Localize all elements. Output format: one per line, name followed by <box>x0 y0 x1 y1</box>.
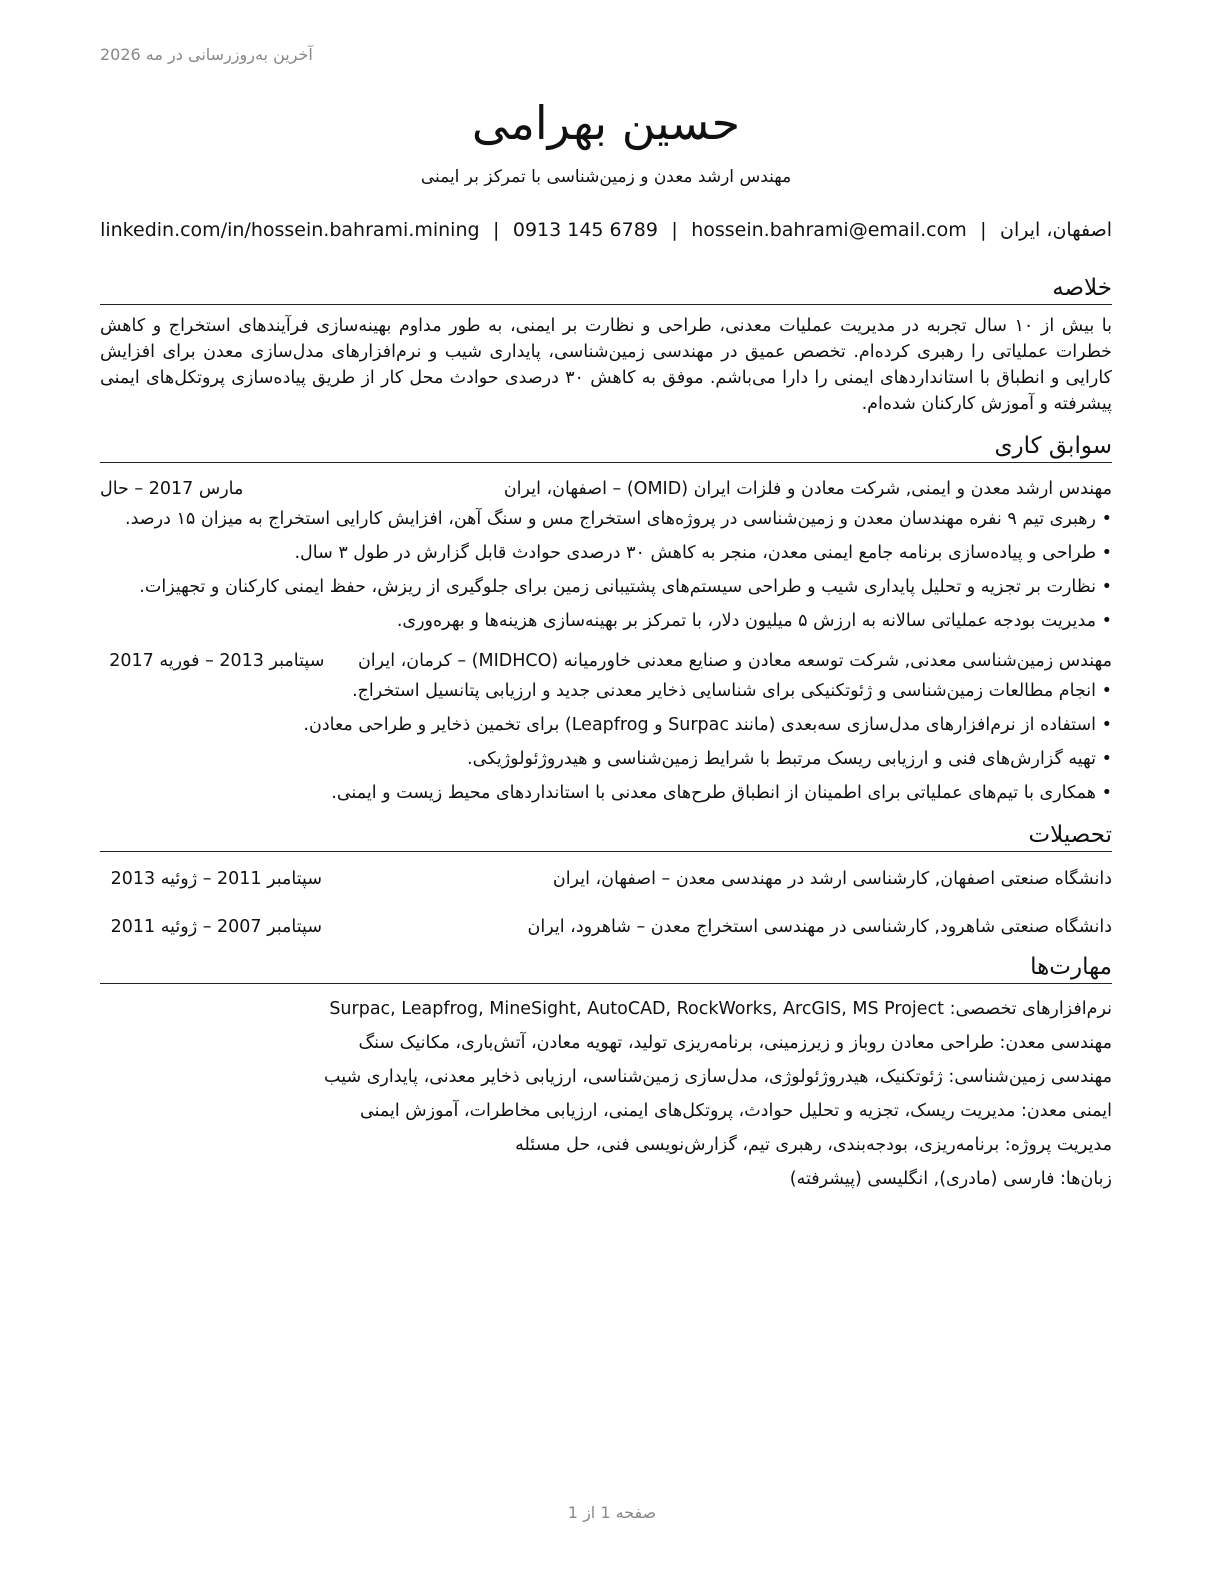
contact-separator: | <box>493 219 500 241</box>
resume-content <box>100 95 1112 1200</box>
candidate-headline: مهندس ارشد معدن و زمین‌شناسی با تمرکز بر ایمنی <box>420 167 792 187</box>
list-item: •استفاده از نرم‌افزارهای مدل‌سازی سه‌بعدی (مانند Surpac و Leapfrog) برای تخمین ذخایر و طراحی معادن. <box>100 712 1112 738</box>
skill-line: ایمنی معدن: مدیریت ریسک، تجزیه و تحلیل حوادث، پروتکل‌های ایمنی، ارزیابی مخاطرات، آموزش ایمنی <box>359 1101 1112 1121</box>
bullet-icon: • <box>1101 509 1112 529</box>
contact-info <box>100 217 1112 243</box>
section-title-experience: سوابق کاری <box>100 431 1112 463</box>
bullet-icon: • <box>1101 681 1112 701</box>
bullet-icon: • <box>1101 577 1112 597</box>
section-title-education: تحصیلات <box>100 820 1112 852</box>
education-entry <box>100 914 1112 940</box>
contact-linkedin[interactable]: linkedin.com/in/hossein.bahrami.mining <box>100 219 480 241</box>
job-bullets <box>100 506 1112 634</box>
education-entry <box>100 866 1112 892</box>
job-header <box>100 476 1112 502</box>
contact-phone[interactable]: 0913 145 6789 <box>512 219 658 241</box>
list-item: •نظارت بر تجزیه و تحلیل پایداری شیب و طراحی سیستم‌های پشتیبانی زمین برای جلوگیری از ریزش، حفظ ایمنی کارکنان و تجهیزات. <box>100 574 1112 600</box>
section-title-skills: مهارت‌ها <box>100 952 1112 984</box>
contact-separator: | <box>980 219 987 241</box>
education-dates: سپتامبر 2011 – ژوئیه 2013 <box>110 869 322 889</box>
job-heading: مهندس زمین‌شناسی معدنی, شرکت توسعه معادن و صنایع معدنی خاورمیانه (MIDHCO) – کرمان، ایران <box>357 651 1112 671</box>
bullet-icon: • <box>1101 749 1112 769</box>
contact-email[interactable]: hossein.bahrami@email.com <box>691 219 967 241</box>
list-item: •رهبری تیم ۹ نفره مهندسان معدن و زمین‌شناسی در پروژه‌های استخراج مس و سنگ آهن، افزایش کارایی استخراج به میزان ۱۵ درصد. <box>100 506 1112 532</box>
job-header <box>100 648 1112 674</box>
skill-line: مهندسی معدن: طراحی معادن روباز و زیرزمینی، برنامه‌ریزی تولید، تهویه معادن، آتش‌باری، مکانیک سنگ <box>358 1033 1112 1053</box>
bullet-icon: • <box>1101 611 1112 631</box>
last-updated-note: آخرین به‌روزرسانی در مه 2026 <box>100 45 313 64</box>
contact-separator: | <box>671 219 678 241</box>
skill-line: مدیریت پروژه: برنامه‌ریزی، بودجه‌بندی، رهبری تیم، گزارش‌نویسی فنی، حل مسئله <box>515 1135 1112 1155</box>
education-heading: دانشگاه صنعتی شاهرود, کارشناسی در مهندسی استخراج معدن – شاهرود، ایران <box>527 917 1112 937</box>
contact-location: اصفهان، ایران <box>1000 219 1112 241</box>
skills-list <box>100 996 1112 1192</box>
list-item: •انجام مطالعات زمین‌شناسی و ژئوتکنیکی برای شناسایی ذخایر معدنی جدید و ارزیابی پتانسیل استخراج. <box>100 678 1112 704</box>
summary-text: با بیش از ۱۰ سال تجربه در مدیریت عملیات معدنی، طراحی و نظارت بر ایمنی، به طور مداوم بهینه‌سازی فرآیندهای استخراج و کاهش خطرات عملیاتی را رهبری کرده‌ام. تخصص عمیق در مهندسی زمین‌شناسی، پایداری شیب و نرم‌افزارهای مدل‌سازی معدن برای افزایش کارایی و انطباق با استانداردهای ایمنی را دارا می‌باشم. موفق به کاهش ۳۰ درصدی حوادث محل کار از طریق پیاده‌سازی پروتکل‌های ایمنی پیشرفته و آموزش کارکنان شده‌ام. <box>100 316 1112 414</box>
bullet-icon: • <box>1101 543 1112 563</box>
skill-line: نرم‌افزارهای تخصصی: Surpac, Leapfrog, MineSight, AutoCAD, RockWorks, ArcGIS, MS Project <box>329 999 1112 1019</box>
list-item: •مدیریت بودجه عملیاتی سالانه به ارزش ۵ میلیون دلار، با تمرکز بر بهینه‌سازی هزینه‌ها و بهره‌وری. <box>100 608 1112 634</box>
job-heading: مهندس ارشد معدن و ایمنی, شرکت معادن و فلزات ایران (OMID) – اصفهان، ایران <box>503 479 1112 499</box>
list-item: •همکاری با تیم‌های عملیاتی برای اطمینان از انطباق طرح‌های معدنی با استانداردهای محیط زیست و ایمنی. <box>100 780 1112 806</box>
list-item: •تهیه گزارش‌های فنی و ارزیابی ریسک مرتبط با شرایط زمین‌شناسی و هیدروژئولوژیکی. <box>100 746 1112 772</box>
skill-line: مهندسی زمین‌شناسی: ژئوتکنیک، هیدروژئولوژی، مدل‌سازی زمین‌شناسی، ارزیابی ذخایر معدنی، پایداری شیب <box>324 1067 1112 1087</box>
job-bullets <box>100 678 1112 806</box>
page-number: صفحه 1 از 1 <box>567 1503 657 1522</box>
education-dates: سپتامبر 2007 – ژوئیه 2011 <box>110 917 322 937</box>
bullet-icon: • <box>1101 783 1112 803</box>
job-entry <box>100 476 1112 634</box>
list-item: •طراحی و پیاده‌سازی برنامه جامع ایمنی معدن، منجر به کاهش ۳۰ درصدی حوادث قابل گزارش در طول ۳ سال. <box>100 540 1112 566</box>
job-dates: مارس 2017 – حال <box>100 479 244 499</box>
skill-line: زبان‌ها: فارسی (مادری), انگلیسی (پیشرفته) <box>789 1169 1112 1189</box>
candidate-name: حسین بهرامی <box>471 96 741 150</box>
section-title-summary: خلاصه <box>100 273 1112 305</box>
education-heading: دانشگاه صنعتی اصفهان, کارشناسی ارشد در مهندسی معدن – اصفهان، ایران <box>552 869 1112 889</box>
job-entry <box>100 648 1112 806</box>
bullet-icon: • <box>1101 715 1112 735</box>
job-dates: سپتامبر 2013 – فوریه 2017 <box>109 651 325 671</box>
